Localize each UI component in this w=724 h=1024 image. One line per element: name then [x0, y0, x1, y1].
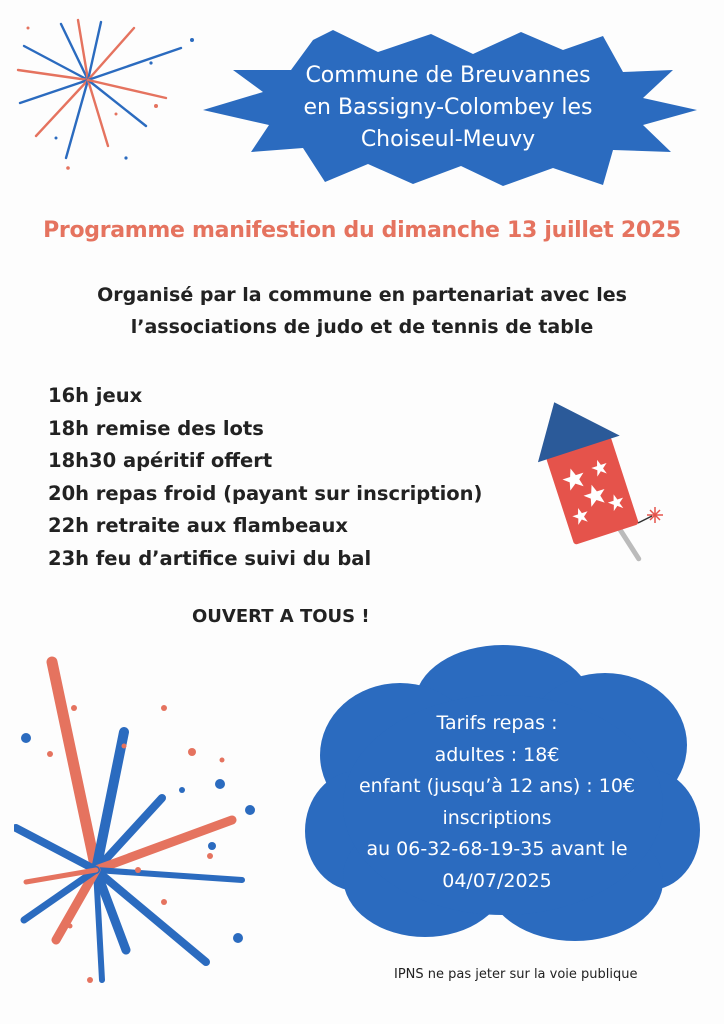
banner-line: Choiseul-Meuvy: [360, 127, 536, 152]
schedule-item: 18h30 apéritif offert: [48, 449, 273, 472]
banner-title: [258, 60, 638, 156]
tarifs-line: Tarifs repas :: [436, 712, 558, 734]
schedule-item: 20h repas froid (payant sur inscription): [48, 481, 483, 505]
tarifs-text: [322, 708, 672, 897]
open-all-label: OUVERT A TOUS !: [192, 606, 370, 627]
schedule-list: [48, 380, 482, 575]
organizer-text: [40, 279, 684, 343]
schedule-item: 22h retraite aux flambeaux: [48, 514, 348, 537]
tarifs-line: inscriptions: [442, 806, 552, 829]
tarifs-line: enfant (jusqu’à 12 ans) : 10€: [358, 775, 635, 797]
schedule-item: 23h feu d’artifice suivi du bal: [48, 546, 372, 570]
banner-line: en Bassigny-Colombey les: [303, 95, 593, 120]
organizer-line: Organisé par la commune en partenariat avec les: [97, 284, 627, 306]
banner-line: Commune de Breuvannes: [305, 63, 591, 88]
tarifs-line: adultes : 18€: [434, 743, 560, 766]
schedule-item: 16h jeux: [48, 384, 143, 407]
tarifs-line: au 06-32-68-19-35 avant le: [366, 838, 628, 860]
firework-icon: [14, 650, 274, 995]
tarifs-line: 04/07/2025: [442, 869, 552, 892]
rocket-icon: [520, 385, 670, 575]
organizer-line: l’associations de judo et de tennis de table: [130, 316, 594, 338]
program-title: Programme manifestion du dimanche 13 juillet 2025: [43, 218, 681, 243]
footer-note: IPNS ne pas jeter sur la voie publique: [394, 967, 638, 982]
firework-icon: [16, 18, 196, 178]
schedule-item: 18h remise des lots: [48, 416, 264, 440]
